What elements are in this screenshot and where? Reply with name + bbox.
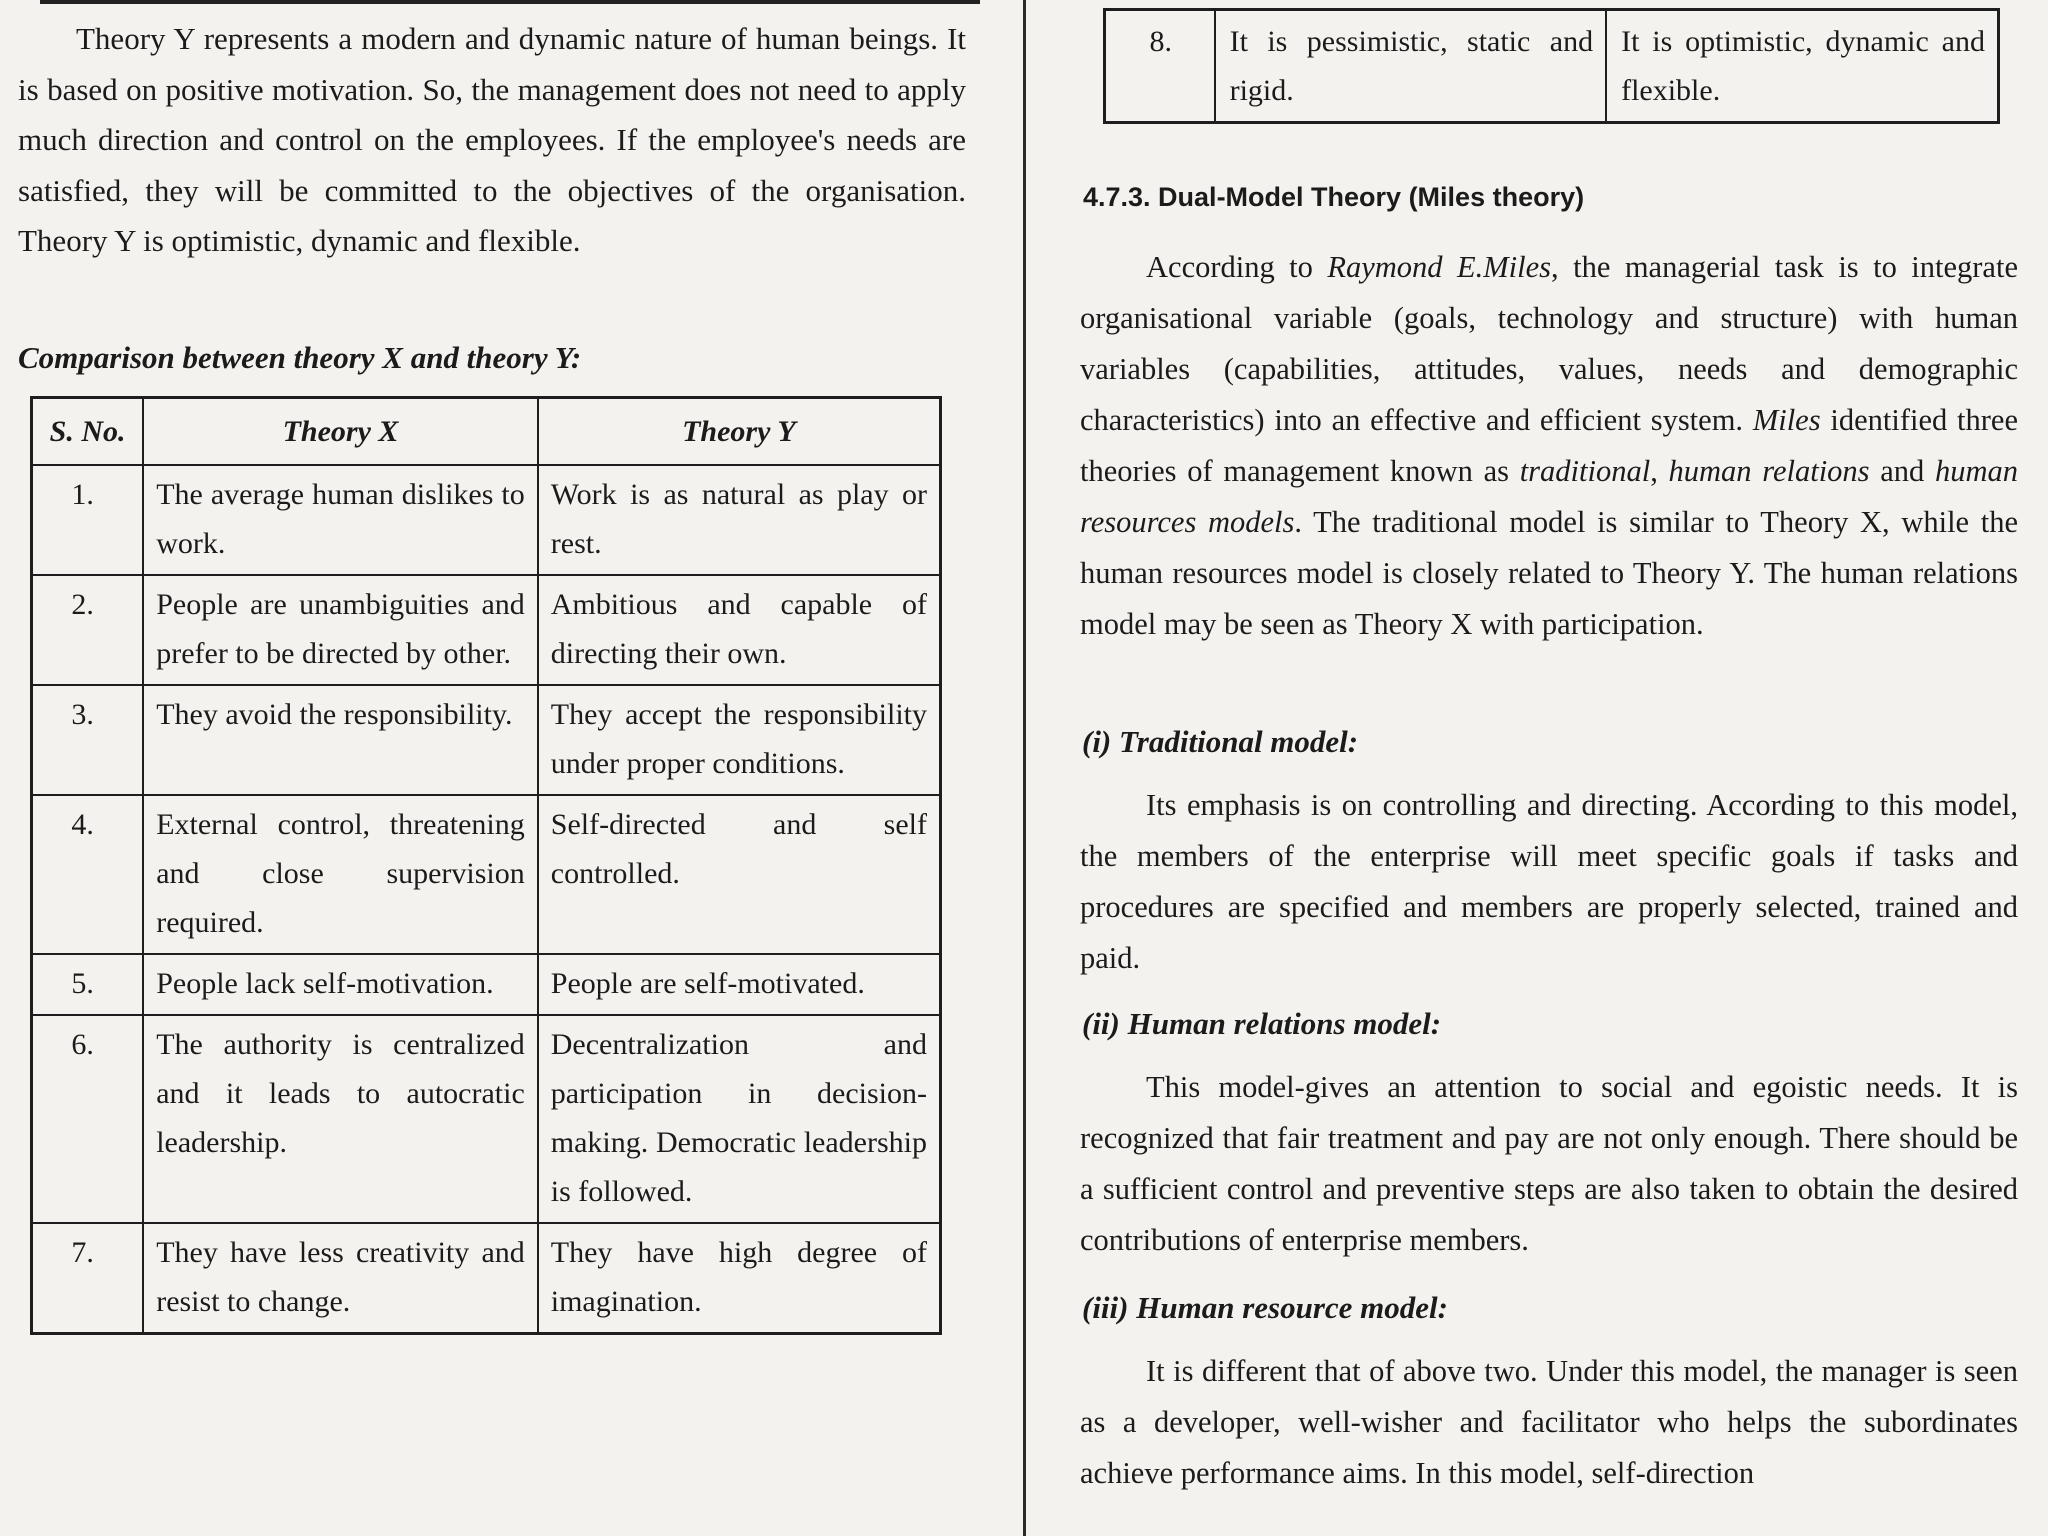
table-row: [32, 465, 941, 575]
theory-x-cell: External control, threatening and close supervision required.: [143, 795, 538, 954]
table-row: [32, 685, 941, 795]
traditional-model-heading: (i) Traditional model:: [1082, 724, 1359, 759]
section-heading: 4.7.3. Dual-Model Theory (Miles theory): [1083, 182, 1585, 212]
row-number: 4.: [32, 795, 144, 954]
row-number: 8.: [1105, 10, 1215, 123]
text-span: According to: [1146, 250, 1328, 284]
theory-y-cell: Ambitious and capable of directing their own.: [538, 575, 941, 685]
theory-x-cell: They avoid the responsibility.: [143, 685, 538, 795]
theory-x-cell: People lack self-motivation.: [143, 954, 538, 1015]
text-span: ,: [1650, 454, 1669, 488]
theory-x-cell: People are unambiguities and prefer to be directed by other.: [143, 575, 538, 685]
text-span: . The traditional model is similar to Theory X, while the human resources model is closely related to Theory Y. The human relations model may be seen as Theory X with participation.: [1080, 505, 2018, 641]
row-number: 6.: [32, 1015, 144, 1223]
table-row: [32, 954, 941, 1015]
text-span: identified three theories of management known as: [1080, 403, 2018, 488]
emphasis-term: traditional: [1519, 454, 1651, 488]
theory-y-cell: People are self-motivated.: [538, 954, 941, 1015]
paragraph-text: [1080, 242, 2018, 650]
paragraph-text: This model-gives an attention to social and egoistic needs. It is recognized that fair treatment and pay are not only enough. There should be a sufficient control and preventive steps are also taken to obtain the desired contributions of enterprise members.: [1080, 1070, 2018, 1257]
human-resource-model-heading: (iii) Human resource model:: [1082, 1290, 1448, 1325]
row-number: 2.: [32, 575, 144, 685]
row-number: 1.: [32, 465, 144, 575]
emphasis-term: human relations: [1668, 454, 1870, 488]
table-header-row: [32, 398, 941, 466]
author-name: Raymond E.Miles: [1327, 250, 1552, 284]
row-number: 5.: [32, 954, 144, 1015]
comparison-table-continued: [1103, 8, 2000, 124]
table-row: [32, 795, 941, 954]
theory-x-cell: It is pessimistic, static and rigid.: [1215, 10, 1606, 123]
theory-y-cell: It is optimistic, dynamic and flexible.: [1606, 10, 1998, 123]
header-theory-x: Theory X: [143, 398, 538, 466]
left-page: [0, 0, 1000, 1536]
theory-y-cell: Decentralization and participation in decision-making. Democratic leadership is followed.: [538, 1015, 941, 1223]
theory-y-cell: They accept the responsibility under proper conditions.: [538, 685, 941, 795]
table-row: [32, 1015, 941, 1223]
theory-y-cell: Work is as natural as play or rest.: [538, 465, 941, 575]
text-span: and: [1869, 454, 1935, 488]
human-relations-model-paragraph: [1080, 1062, 2018, 1266]
text-span: , the managerial task is to integrate organisational variable (goals, technology and structure) with human variables (capabilities, attitudes, values, needs and demographic characteristics) into an effective and efficient system.: [1080, 250, 2018, 437]
comparison-table: [30, 396, 942, 1335]
intro-text: Theory Y represents a modern and dynamic nature of human beings. It is based on positive motivation. So, the management does not need to apply much direction and control on the employees. If the employee's needs are satisfied, they will be committed to the objectives of the organisation. Theory Y is optimistic, dynamic and flexible.: [18, 21, 966, 258]
row-number: 3.: [32, 685, 144, 795]
theory-y-cell: Self-directed and self controlled.: [538, 795, 941, 954]
theory-x-cell: The average human dislikes to work.: [143, 465, 538, 575]
header-theory-y: Theory Y: [538, 398, 941, 466]
top-rule: [40, 0, 980, 4]
human-resource-model-paragraph: [1080, 1346, 2018, 1499]
traditional-model-paragraph: [1080, 780, 2018, 984]
comparison-heading: Comparison between theory X and theory Y:: [18, 340, 582, 375]
paragraph-text: Its emphasis is on controlling and directing. According to this model, the members of the enterprise will meet specific goals if tasks and procedures are specified and members are properly selected, trained and paid.: [1080, 788, 2018, 975]
paragraph-text: It is different that of above two. Under this model, the manager is seen as a developer, well-wisher and facilitator who helps the subordinates achieve performance aims. In this model, self-direction: [1080, 1354, 2018, 1490]
emphasis-term: human resources models: [1080, 454, 2019, 539]
row-number: 7.: [32, 1223, 144, 1334]
miles-intro-paragraph: [1080, 242, 2018, 650]
table-row: [32, 1223, 941, 1334]
human-relations-model-heading: (ii) Human relations model:: [1082, 1006, 1442, 1041]
theory-x-cell: They have less creativity and resist to change.: [143, 1223, 538, 1334]
intro-paragraph: [18, 14, 966, 267]
table-row: [32, 575, 941, 685]
author-name: Miles: [1752, 403, 1821, 437]
header-sno: S. No.: [32, 398, 144, 466]
table-row: [1105, 10, 1999, 123]
page-divider: [1023, 0, 1026, 1536]
theory-y-cell: They have high degree of imagination.: [538, 1223, 941, 1334]
theory-x-cell: The authority is centralized and it leads to autocratic leadership.: [143, 1015, 538, 1223]
